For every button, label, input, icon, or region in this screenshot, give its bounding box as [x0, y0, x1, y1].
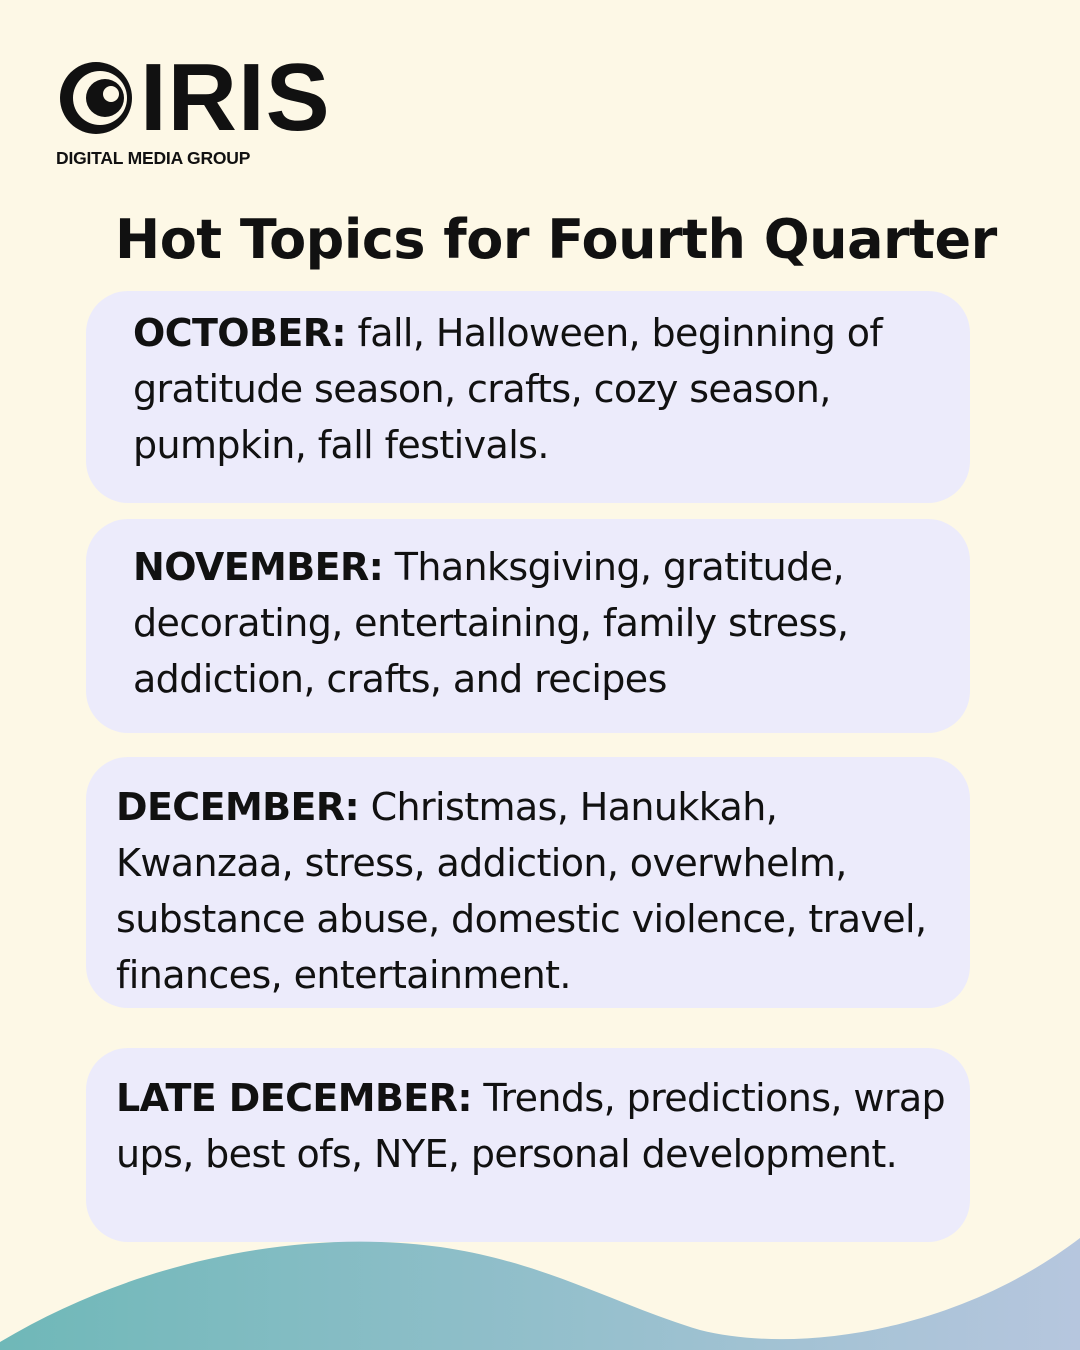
- topic-card-late-december: [86, 1048, 970, 1242]
- topic-body: Trends, predictions, wrap ups, best ofs, NYE, personal development.: [116, 1076, 946, 1176]
- topic-text: [133, 539, 950, 707]
- topic-label: NOVEMBER:: [133, 545, 384, 589]
- topic-card-october: [86, 291, 970, 503]
- brand-name: IRIS: [140, 44, 331, 151]
- topic-text: [116, 1070, 950, 1182]
- topic-label: LATE DECEMBER:: [116, 1076, 472, 1120]
- topic-card-december: [86, 757, 970, 1008]
- topic-text: [116, 779, 950, 1003]
- brand-tagline: DIGITAL MEDIA GROUP: [56, 148, 251, 168]
- topic-body: Thanksgiving, gratitude, decorating, entertaining, family stress, addiction, crafts, and recipes: [133, 545, 849, 701]
- topic-label: DECEMBER:: [116, 785, 360, 829]
- topic-body: fall, Halloween, beginning of gratitude season, crafts, cozy season, pumpkin, fall festivals.: [133, 311, 883, 467]
- topic-card-november: [86, 519, 970, 733]
- page-title: Hot Topics for Fourth Quarter: [115, 208, 997, 271]
- eye-icon: [56, 58, 136, 138]
- topic-label: OCTOBER:: [133, 311, 346, 355]
- topic-text: [133, 305, 950, 473]
- topic-body: Christmas, Hanukkah, Kwanzaa, stress, addiction, overwhelm, substance abuse, domestic violence, travel, finances, entertainment.: [116, 785, 927, 997]
- brand-logo: [56, 44, 336, 168]
- decorative-wave: [0, 1230, 1080, 1350]
